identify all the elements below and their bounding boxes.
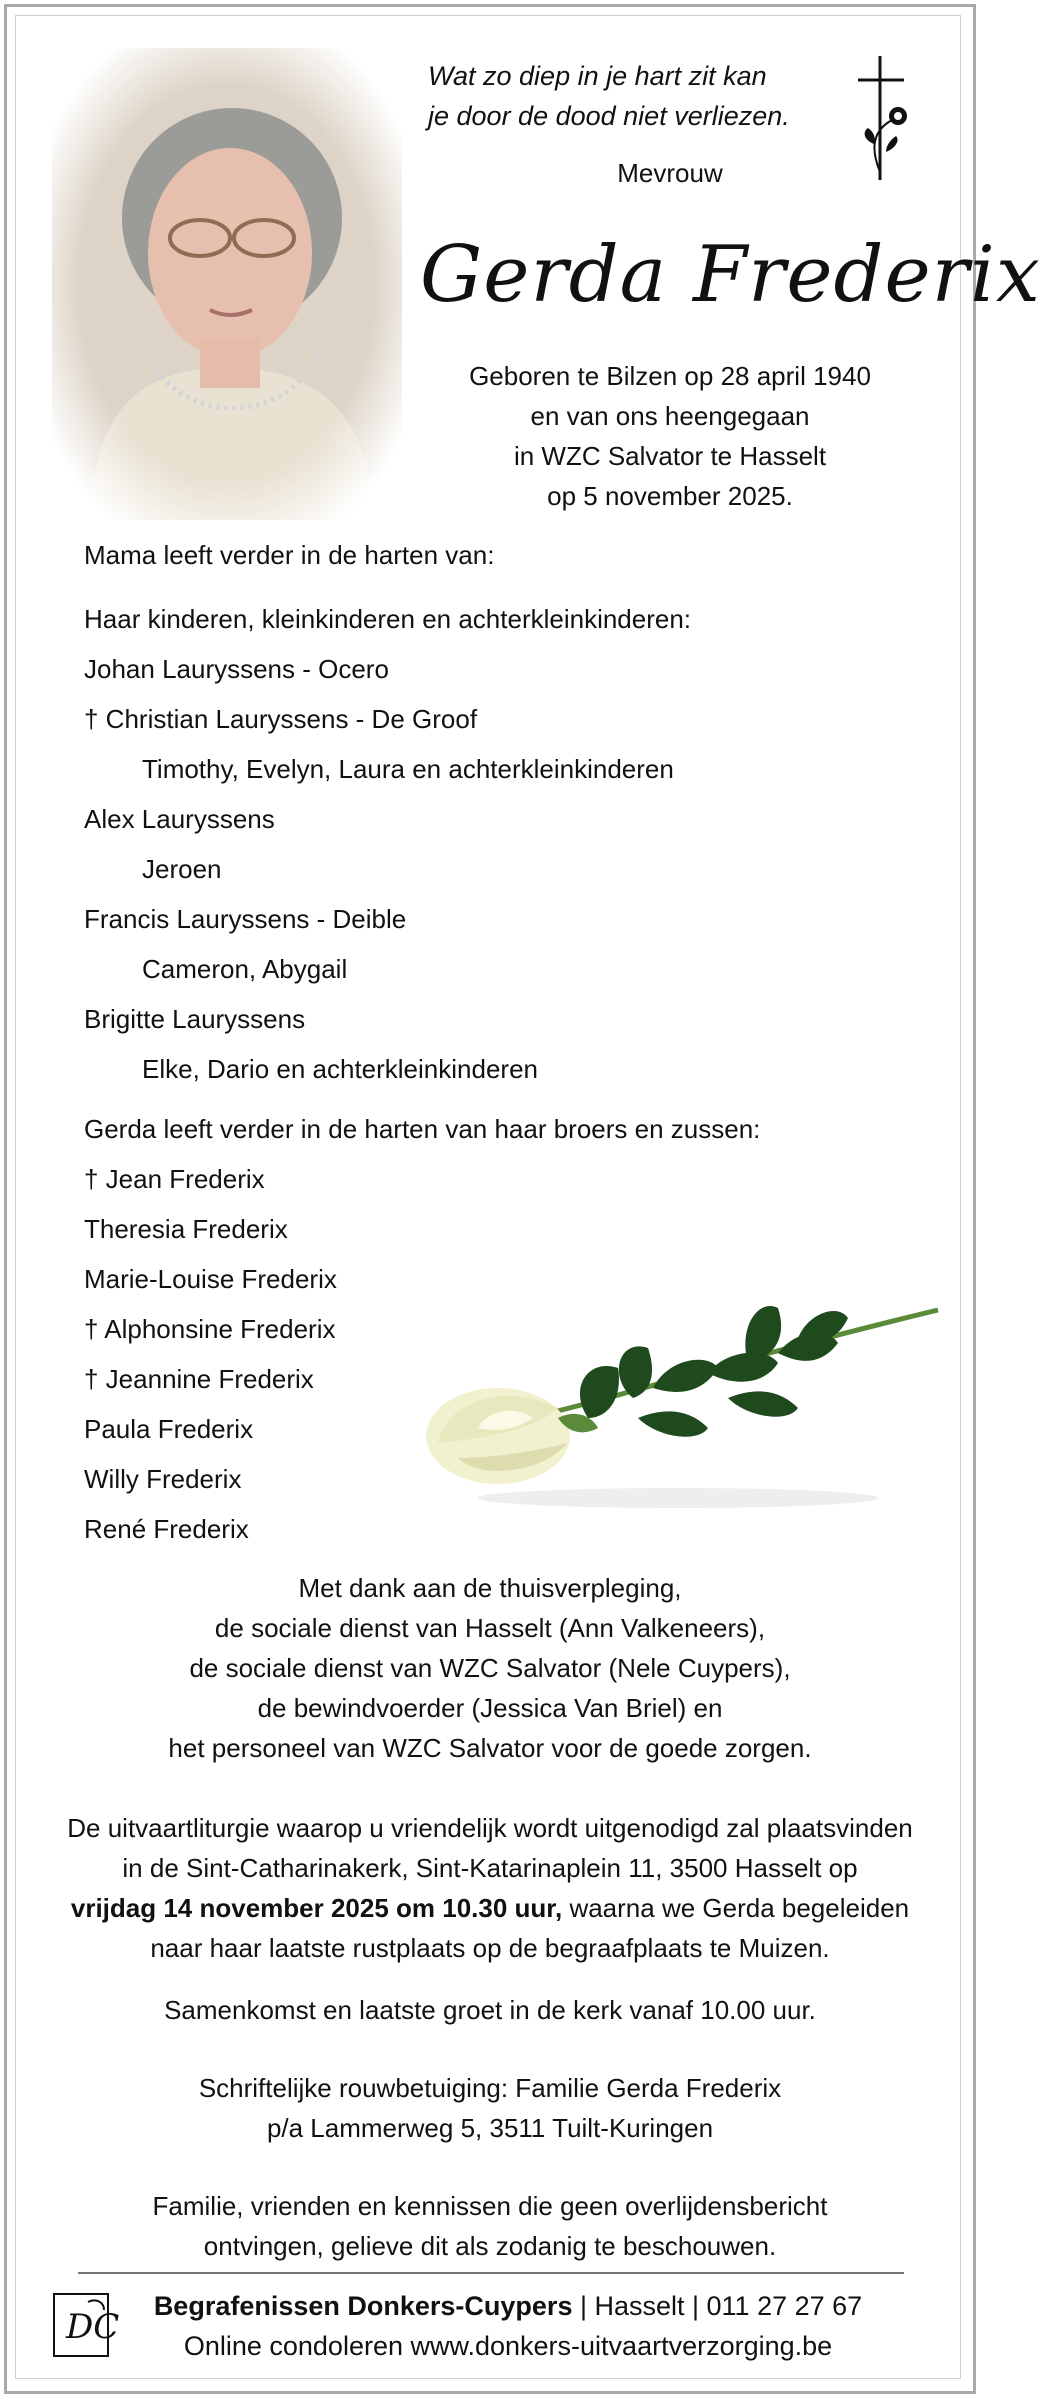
family-member: Cameron, Abygail	[142, 954, 348, 984]
info-line: en van ons heengegaan	[530, 401, 810, 431]
notice-line: ontvingen, gelieve dit als zodanig te beschouwen.	[203, 2231, 777, 2261]
sibling: † Jeannine Frederix	[84, 1364, 314, 1394]
sibling: † Alphonsine Frederix	[84, 1314, 336, 1344]
funeral-line-rest: waarna we Gerda begeleiden	[562, 1893, 910, 1923]
family-member: Johan Lauryssens - Ocero	[84, 654, 389, 684]
deceased-name: Gerda Frederix	[420, 230, 1041, 320]
thanks-line: de sociale dienst van WZC Salvator (Nele Cuypers),	[189, 1653, 791, 1683]
funeral-line: in de Sint-Catharinakerk, Sint-Katarinaplein 11, 3500 Hasselt op	[122, 1853, 858, 1883]
funeral-date: vrijdag 14 november 2025 om 10.30 uur,	[70, 1893, 563, 1923]
quote	[428, 56, 848, 136]
sibling: Willy Frederix	[84, 1464, 242, 1494]
condolence-address	[30, 2068, 950, 2148]
family-member: Brigitte Lauryssens	[84, 1004, 306, 1034]
siblings-header: Gerda leeft verder in de harten van haar broers en zussen:	[84, 1114, 761, 1144]
family-intro	[84, 530, 494, 580]
family-member: † Christian Lauryssens - De Groof	[84, 704, 478, 734]
thanks-line: de bewindvoerder (Jessica Van Briel) en	[257, 1693, 723, 1723]
intro-line: Mama leeft verder in de harten van:	[84, 540, 495, 570]
online-condolence-link[interactable]: Online condoleren www.donkers-uitvaartverzorging.be	[183, 2331, 833, 2361]
footer-company-line	[128, 2286, 888, 2326]
condolence-line: p/a Lammerweg 5, 3511 Tuilt-Kuringen	[266, 2113, 714, 2143]
notice-line: Familie, vrienden en kennissen die geen overlijdensbericht	[152, 2191, 828, 2221]
notice-block	[30, 2186, 950, 2266]
family-member: Alex Lauryssens	[84, 804, 275, 834]
cross-rose-icon	[852, 52, 916, 184]
funeral-home-logo	[52, 2292, 120, 2358]
gathering-info: Samenkomst en laatste groet in de kerk vanaf 10.00 uur.	[164, 1995, 816, 2025]
family-member: Elke, Dario en achterkleinkinderen	[142, 1054, 538, 1084]
funeral-info	[30, 1808, 950, 1968]
children-header: Haar kinderen, kleinkinderen en achterkleinkinderen:	[84, 604, 692, 634]
sibling: Marie-Louise Frederix	[84, 1264, 337, 1294]
thanks-line: de sociale dienst van Hasselt (Ann Valkeneers),	[214, 1613, 766, 1643]
birth-death-info	[430, 356, 910, 516]
sibling: René Frederix	[84, 1514, 249, 1544]
funeral-line-date	[30, 1888, 950, 1928]
family-member: Timothy, Evelyn, Laura en achterkleinkinderen	[142, 754, 674, 784]
sibling: † Jean Frederix	[84, 1164, 265, 1194]
condolence-line: Schriftelijke rouwbetuiging: Familie Gerda Frederix	[198, 2073, 782, 2103]
sibling: Theresia Frederix	[84, 1214, 288, 1244]
siblings-list	[84, 1104, 761, 1544]
thanks-block	[30, 1568, 950, 1768]
thanks-line: het personeel van WZC Salvator voor de goede zorgen.	[168, 1733, 812, 1763]
info-line: op 5 november 2025.	[547, 481, 793, 511]
children-list	[84, 594, 692, 1084]
quote-line: Wat zo diep in je hart zit kan	[428, 61, 767, 91]
info-line: in WZC Salvator te Hasselt	[513, 441, 827, 471]
footer	[128, 2286, 888, 2366]
sibling: Paula Frederix	[84, 1414, 254, 1444]
family-member: Jeroen	[142, 854, 222, 884]
company-name: Begrafenissen Donkers-Cuypers	[153, 2291, 573, 2321]
funeral-line: naar haar laatste rustplaats op de begraafplaats te Muizen.	[150, 1933, 830, 1963]
funeral-line: De uitvaartliturgie waarop u vriendelijk wordt uitgenodigd zal plaatsvinden	[67, 1813, 913, 1843]
company-contact: | Hasselt | 011 27 27 67	[572, 2291, 863, 2321]
portrait-photo	[52, 48, 402, 520]
footer-divider	[78, 2272, 904, 2274]
info-line: Geboren te Bilzen op 28 april 1940	[469, 361, 871, 391]
white-rose-image	[418, 1268, 938, 1518]
title-mevrouw: Mevrouw	[617, 158, 723, 188]
quote-line: je door de dood niet verliezen.	[428, 101, 790, 131]
logo-letters: DC	[66, 2307, 120, 2347]
thanks-line: Met dank aan de thuisverpleging,	[298, 1573, 682, 1603]
family-member: Francis Lauryssens - Deible	[84, 904, 407, 934]
